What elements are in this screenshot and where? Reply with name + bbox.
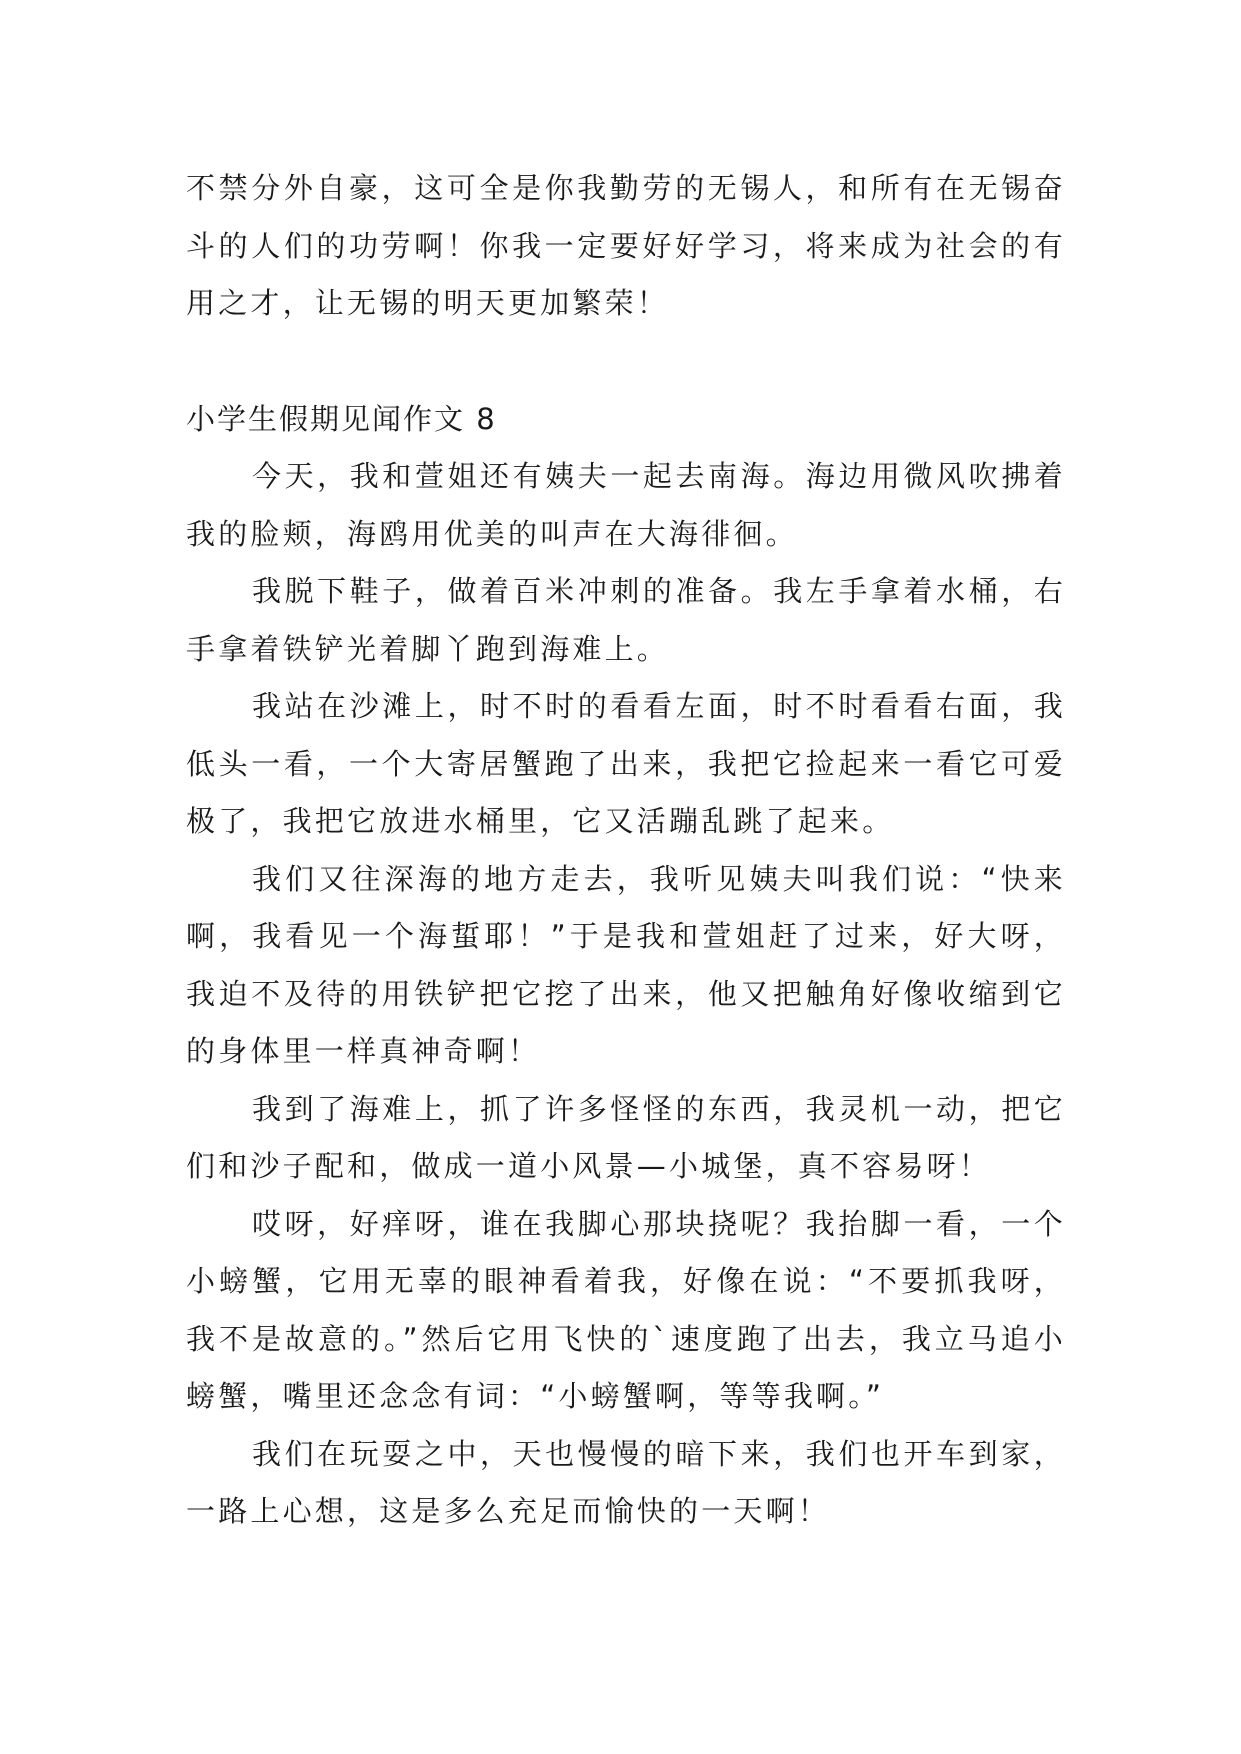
- paragraph: 今天，我和萱姐还有姨夫一起去南海。海边用微风吹拂着我的脸颊，海鸥用优美的叫声在大海徘徊。: [186, 459, 1066, 551]
- intro-paragraph: 不禁分外自豪，这可全是你我勤劳的无锡人，和所有在无锡奋斗的人们的功劳啊！你我一定要好好学习，将来成为社会的有用之才，让无锡的明天更加繁荣！: [186, 171, 1066, 320]
- paragraph: 我站在沙滩上，时不时的看看左面，时不时看看右面，我低头一看，一个大寄居蟹跑了出来，我把它捡起来一看它可爱极了，我把它放进水桶里，它又活蹦乱跳了起来。: [186, 689, 1066, 838]
- paragraph: 我脱下鞋子，做着百米冲刺的准备。我左手拿着水桶，右手拿着铁铲光着脚丫跑到海难上。: [186, 574, 1066, 666]
- section-title: 小学生假期见闻作文 8: [186, 401, 497, 436]
- paragraph: 我们在玩耍之中，天也慢慢的暗下来，我们也开车到家，一路上心想，这是多么充足而愉快的一天啊！: [186, 1436, 1066, 1528]
- paragraph: 我们又往深海的地方走去，我听见姨夫叫我们说：“快来啊，我看见一个海蜇耶！”于是我和萱姐赶了过来，好大呀，我迫不及待的用铁铲把它挖了出来，他又把触角好像收缩到它的身体里一样真神奇啊！: [186, 861, 1066, 1068]
- paragraph: 哎呀，好痒呀，谁在我脚心那块挠呢？我抬脚一看，一个小螃蟹，它用无辜的眼神看着我，好像在说：“不要抓我呀，我不是故意的。”然后它用飞快的`速度跑了出去，我立马追小螃蟹，嘴里还念念有词：“小螃蟹啊，等等我啊。”: [186, 1206, 1066, 1413]
- document-body: [186, 160, 1066, 1541]
- paragraph: 我到了海难上，抓了许多怪怪的东西，我灵机一动，把它们和沙子配和，做成一道小风景—小城堡，真不容易呀！: [186, 1091, 1066, 1183]
